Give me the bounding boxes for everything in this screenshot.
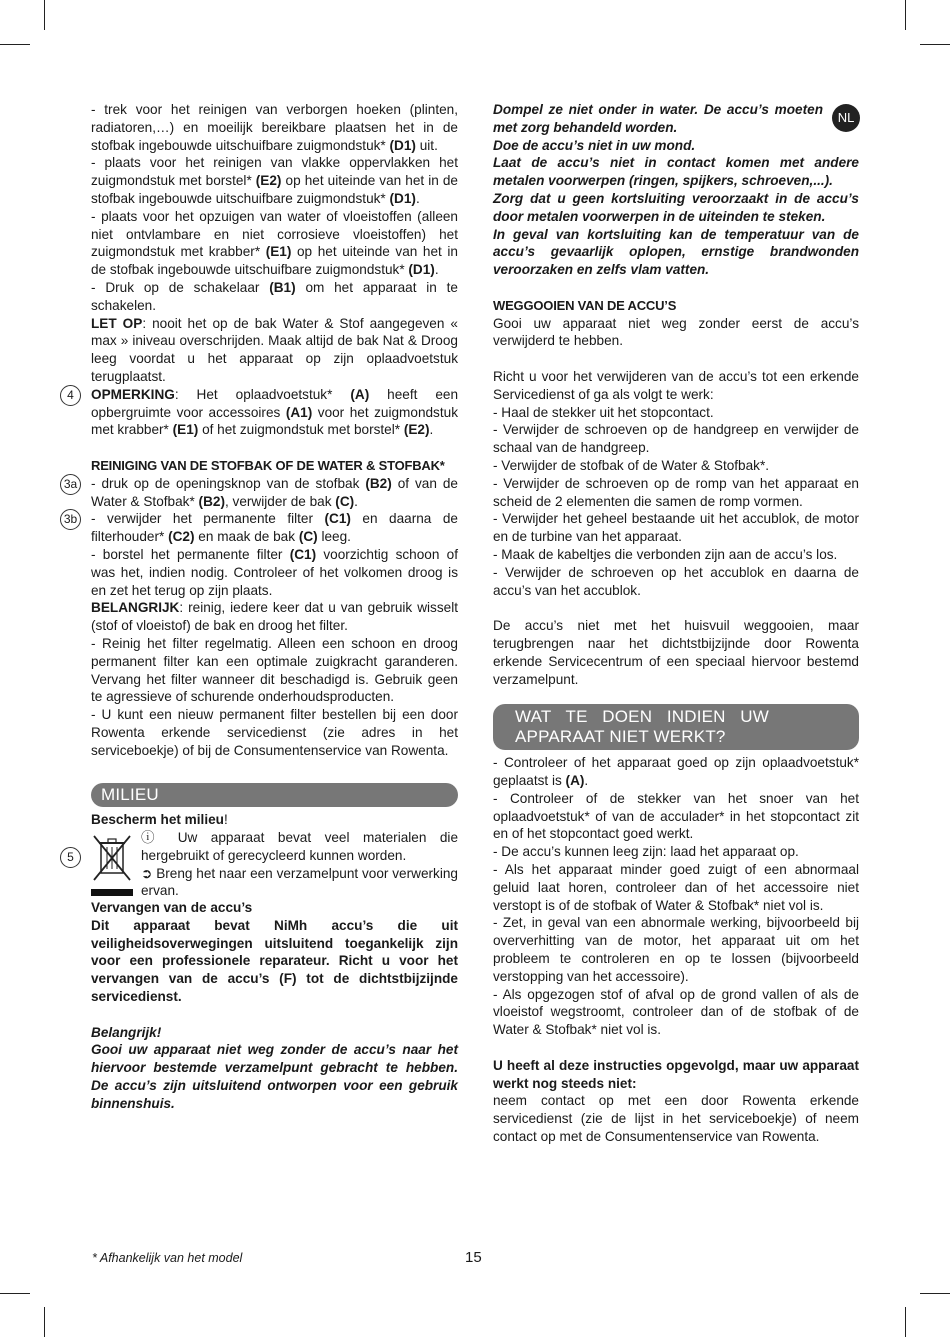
ref: (A1)	[285, 404, 313, 420]
text: of het zuigmondstuk met borstel*	[198, 422, 404, 438]
paragraph: - U kunt een nieuw permanent filter bestellen bij een door Rowenta erkende servicedienst (zie adres in het serviceboekje) of bij de Consumentenservice van Rowenta.	[91, 707, 458, 758]
paragraph	[91, 546, 458, 599]
text: - Controleer of het apparaat goed op zijn oplaadvoetstuk* geplaatst is	[493, 755, 859, 789]
paragraph	[91, 154, 458, 207]
list-item: - Maak de kabeltjes die verbonden zijn aan de accu’s los.	[493, 546, 838, 562]
paragraph: - Als het apparaat minder goed zuigt of een abnormaal geluid laat horen, controleer dan of het accessoire niet verstopt is of de stofbak of Water & Stofbak* niet vol is.	[493, 862, 859, 913]
step-marker: 3b	[60, 509, 81, 530]
paragraph	[67, 386, 459, 439]
ref: (E1)	[265, 244, 292, 260]
subheading: Vervangen van de accu’s	[91, 900, 253, 916]
crop-mark	[44, 1307, 45, 1337]
text: - Druk op de schakelaar	[91, 279, 270, 295]
recycling-text	[141, 829, 458, 900]
text: om het apparaat in te schakelen.	[91, 279, 458, 313]
ref: (C1)	[324, 511, 351, 527]
crop-mark	[44, 0, 45, 30]
paragraph	[63, 510, 458, 546]
warning: Zorg dat u geen kortsluiting veroorzaakt in de accu’s door metalen voorwerpen in de uiteinden te steken.	[493, 190, 859, 224]
crop-mark	[905, 1307, 906, 1337]
ref: (A)	[350, 386, 370, 402]
ref: (B2)	[365, 475, 392, 491]
paragraph	[141, 865, 458, 901]
text: leeg.	[317, 529, 351, 545]
paragraph: Gooi uw apparaat niet weg zonder de accu’s naar het hiervoor bestemde verzamelpunt gebracht te hebben. De accu’s zijn uitsluitend ontworpen voor een gebruik binnenshuis.	[91, 1042, 458, 1111]
paragraph	[91, 101, 458, 154]
crop-mark	[0, 1293, 30, 1294]
text: - verwijder het permanente filter	[91, 511, 325, 527]
crop-mark	[920, 1293, 950, 1294]
warning: In geval van kortsluiting kan de temperatuur van de accu’s gevaarlijk oplopen, ernstige brandwonden veroorzaken en zelfs vlam vatten.	[493, 226, 859, 278]
text: voorzichtig schoon of was het, indien nodig. Controleer of het volkomen droog is en zet het terug op zijn plaats.	[91, 546, 459, 598]
list-item: - Verwijder de schroeven op het accublok en daarna de accu’s van het accublok.	[493, 564, 859, 598]
footnote: * Afhankelijk van het model	[92, 1251, 243, 1265]
arrow-icon: ➲	[141, 865, 153, 881]
paragraph: De accu’s niet met het huisvuil weggooien, maar terugbrengen naar het dichtstbijzijnde door Rowenta erkende Servicecentrum of een speciaal hiervoor bestemd verzamelpunt.	[493, 618, 859, 687]
paragraph: - Zet, in geval van een abnormale werking, bijvoorbeeld bij oververhitting van de motor, het apparaat uit om het probleem te controleren en op te lossen (bijvoorbeeld verstopping van het accessoire).	[493, 915, 859, 984]
paragraph: - Als opgezogen stof of afval op de grond vallen of als de vloeistof wegstroomt, controleer dan of de stofbak of de Water & Stofbak* niet vol is.	[493, 986, 859, 1038]
step-marker: 3a	[60, 474, 81, 495]
label: LET OP	[91, 315, 143, 331]
text: .	[434, 262, 439, 278]
crop-mark	[905, 0, 906, 30]
text: - trek voor het reinigen van verborgen hoeken (plinten, radiatoren,…) en moeilijk bereikbare plaatsen het in de stofbak ingebouwde uitschuifbare zuigmondstuk*	[91, 102, 458, 153]
text: , verwijder de bak	[224, 493, 336, 509]
text: - plaats voor het opzuigen van water of vloeistoffen (alleen niet ontvlambare en niet corrosieve vloeistoffen) het zuigmondstuk met krabber*	[91, 208, 458, 260]
ref: (E2)	[255, 173, 282, 189]
text: - plaats voor het reinigen van vlakke oppervlakken het zuigmondstuk met borstel*	[91, 155, 458, 189]
text: of van de Water & Stofbak*	[91, 475, 458, 509]
text: : nooit het op de bak Water & Stof aangegeven « max » iniveau overschrijden. Maak altijd de bak Nat & Droog leeg voordat u het apparaat op zijn oplaadvoetstuk terugplaatst.	[91, 315, 458, 384]
paragraph	[493, 754, 859, 790]
text: .	[429, 422, 434, 438]
ref: (A)	[565, 773, 585, 789]
text: .	[415, 190, 420, 206]
step-marker: 5	[60, 847, 81, 868]
text: .	[584, 773, 589, 789]
text: !	[223, 812, 228, 828]
paragraph: Gooi uw apparaat niet weg zonder eerst de accu’s verwijderd te hebben.	[493, 315, 859, 349]
left-column	[63, 101, 459, 1113]
ref: (C1)	[289, 546, 317, 562]
paragraph: - De accu’s kunnen leeg zijn: laad het apparaat op.	[493, 844, 799, 860]
paragraph	[141, 829, 458, 865]
crop-mark	[920, 44, 950, 45]
text: en daarna de filterhouder*	[91, 511, 458, 545]
text: : reinig, iedere keer dat u van gebruik wisselt (stof of vloeistof) de bak en droog het filter.	[91, 600, 458, 634]
subheading: U heeft al deze instructies opgevolgd, maar uw apparaat werkt nog steeds niet:	[493, 1057, 859, 1091]
section-heading: WEGGOOIEN VAN DE ACCU’S	[493, 297, 677, 313]
text: Uw apparaat bevat veel materialen die hergebruikt of gerecycleerd kunnen worden.	[141, 830, 459, 863]
paragraph	[91, 315, 458, 386]
ref: (D1)	[389, 190, 416, 206]
paragraph	[91, 208, 458, 279]
ref: (B2)	[198, 493, 225, 509]
ref: (C)	[298, 529, 318, 545]
ref: (D1)	[389, 137, 416, 153]
ref: (C)	[335, 493, 355, 509]
text: Breng het naar een verzamelpunt voor verwerking ervan.	[141, 865, 458, 899]
paragraph	[91, 279, 458, 315]
page-number: 15	[465, 1249, 482, 1266]
text: uit.	[415, 137, 438, 153]
subheading: Belangrijk!	[91, 1024, 162, 1040]
ref: (B1)	[269, 279, 296, 295]
section-banner-milieu: MILIEU	[91, 783, 458, 807]
subheading	[91, 811, 458, 829]
info-icon: ⓘ	[141, 830, 165, 846]
step-marker: 4	[60, 385, 81, 406]
recycling-block	[67, 829, 459, 899]
text: : Het oplaadvoetstuk*	[174, 386, 351, 402]
paragraph: Richt u voor het verwijderen van de accu’s tot een erkende Servicedienst of ga als volgt te werk:	[493, 368, 859, 402]
section-banner-troubleshooting: WAT TE DOEN INDIEN UW APPARAAT NIET WERKT?	[493, 704, 859, 750]
text: op het uiteinde van het in de stofbak ingebouwde uitschuifbare zuigmondstuk*	[91, 173, 458, 206]
text: voor het zuigmondstuk met krabber*	[91, 404, 458, 438]
list-item: - Verwijder het geheel bestaande uit het accublok, de motor en de turbine van het apparaat.	[493, 511, 859, 545]
crop-mark	[0, 44, 30, 45]
text: heeft een opbergruimte voor accessoires	[91, 386, 459, 420]
text: - druk op de openingsknop van de stofbak	[91, 475, 366, 491]
paragraph: Dit apparaat bevat NiMh accu’s die uit veiligheidsoverwegingen uitsluitend toegankelijk zijn voor een professionele reparateur. Richt u voor het vervangen van de accu’s (F) tot de dichtstbijzijnde servicedienst.	[91, 917, 458, 1005]
label: OPMERKING	[91, 386, 175, 402]
label: BELANGRIJK	[91, 600, 180, 616]
language-badge: NL	[832, 104, 860, 132]
list-item: - Verwijder de schroeven op de romp van het apparaat en scheid de 2 elementen die samen de romp vormen.	[493, 475, 859, 509]
text: Bescherm het milieu	[91, 812, 224, 828]
paragraph: neem contact op met een door Rowenta erkende servicedienst (zie de lijst in het serviceboekje) of neem contact op met de Consumentenservice van Rowenta.	[493, 1093, 859, 1145]
crossed-bin-icon	[91, 833, 133, 899]
list-item: - Haal de stekker uit het stopcontact.	[493, 404, 714, 420]
paragraph	[63, 475, 458, 511]
text: - borstel het permanente filter	[91, 546, 290, 562]
warning: Dompel ze niet onder in water. De accu’s moeten met zorg behandeld worden.	[493, 102, 823, 135]
warning: Laat de accu’s niet in contact komen met andere metalen voorwerpen (ringen, spijkers, schroeven,...).	[493, 155, 859, 189]
list-item: - Verwijder de schroeven op de handgreep en verwijder de schaal van de handgreep.	[493, 422, 859, 456]
section-heading: REINIGING VAN DE STOFBAK OF DE WATER & STOFBAK*	[91, 457, 445, 473]
list-item: - Verwijder de stofbak of de Water & Stofbak*.	[493, 457, 770, 473]
paragraph: - Controleer of de stekker van het snoer van het oplaadvoetstuk* of van de acculader* in het stopcontact zit en of het stopcontact goed werkt.	[493, 790, 859, 842]
warning: Doe de accu’s niet in uw mond.	[493, 137, 696, 153]
ref: (D1)	[408, 262, 435, 278]
text: op het uiteinde van het in de stofbak ingebouwde uitschuifbare zuigmondstuk*	[91, 244, 458, 278]
text: .	[354, 493, 358, 509]
ref: (C2)	[168, 529, 195, 545]
ref: (E2)	[403, 422, 430, 438]
ref: (E1)	[172, 422, 199, 438]
paragraph	[91, 599, 458, 635]
text: en maak de bak	[194, 529, 299, 545]
paragraph: - Reinig het filter regelmatig. Alleen een schoon en droog permanent filter kan een optimale zuigkracht garanderen. Vervang het filter wanneer dit beschadigd is. Gebruik geen te agressieve of schurende onderhoudsproducten.	[91, 635, 458, 705]
right-column	[493, 101, 859, 1146]
